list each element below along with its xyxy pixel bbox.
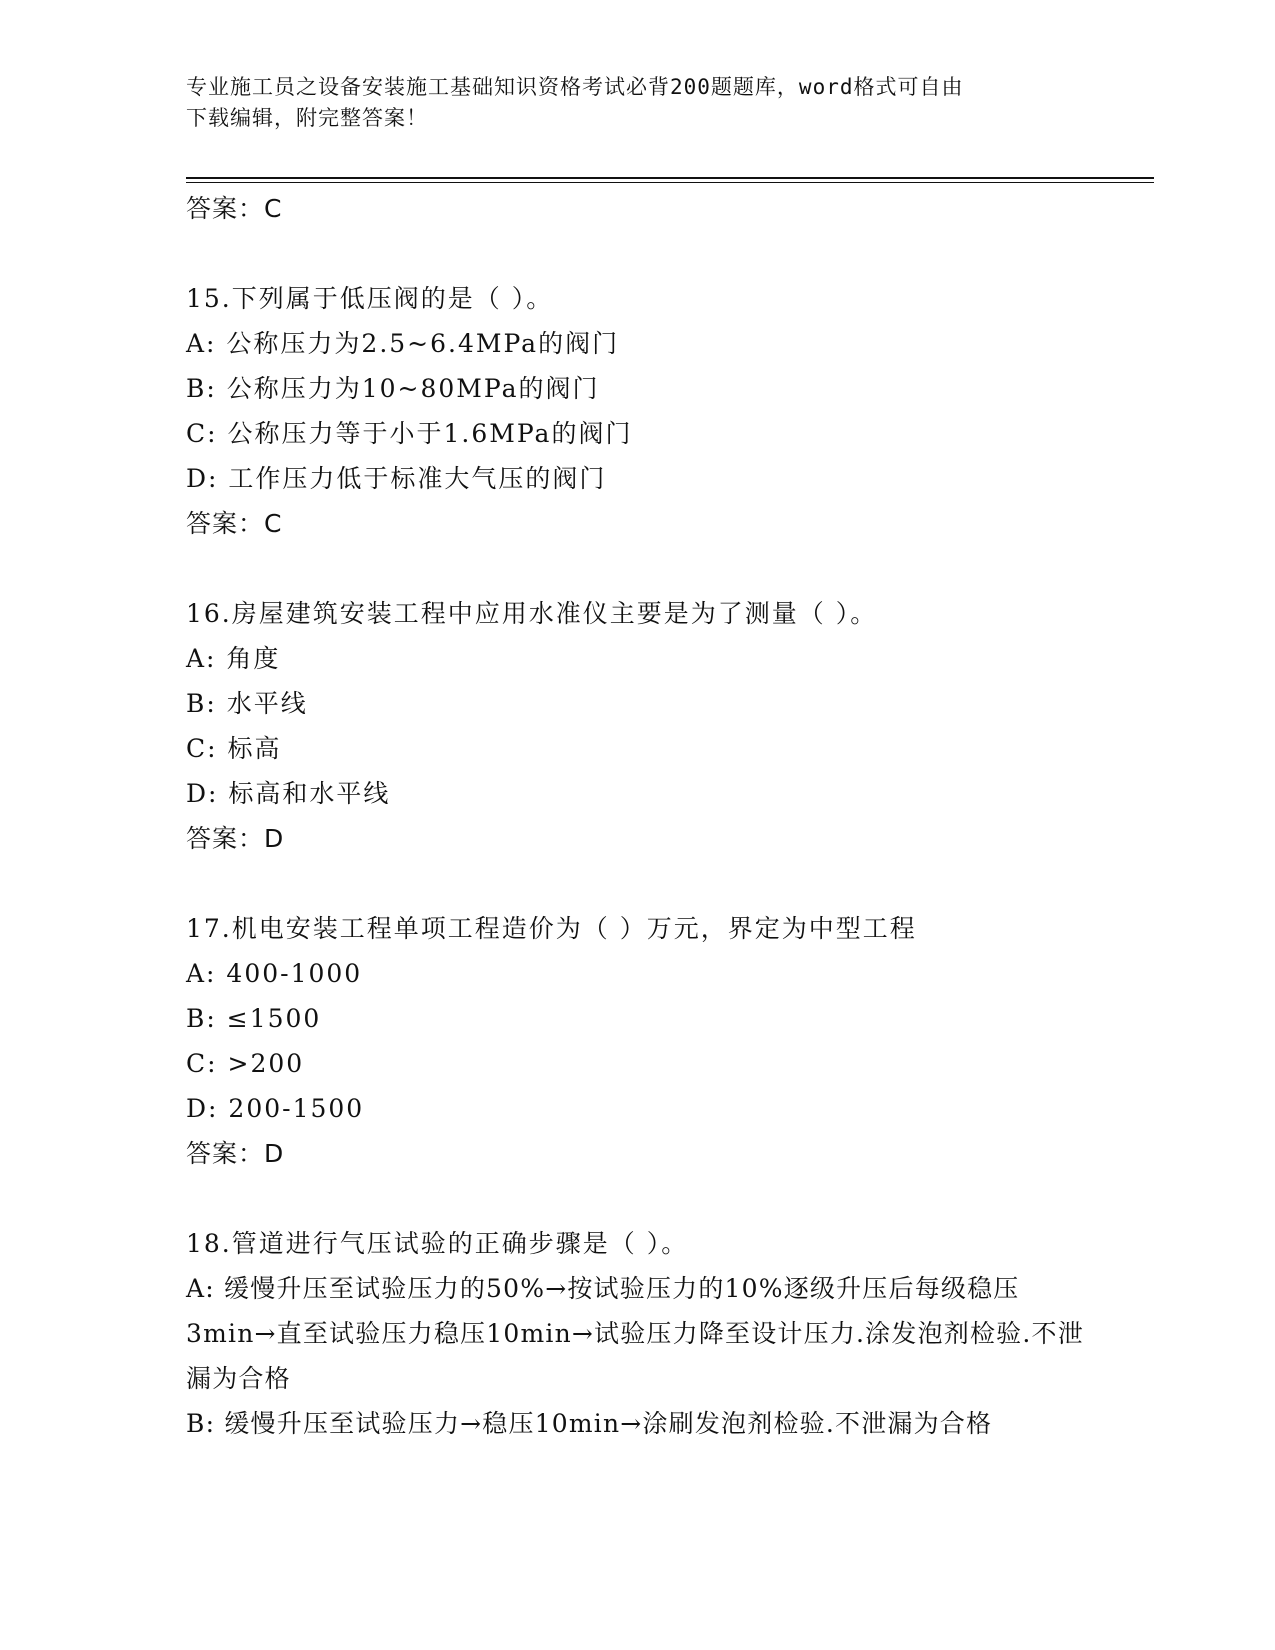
header-line-2: 下载编辑，附完整答案！ bbox=[186, 106, 428, 130]
option-a: A: 缓慢升压至试验压力的50%→按试验压力的10%逐级升压后每级稳压3min→直至试验压力稳压10min→试验压力降至设计压力.涂发泡剂检验.不泄漏为合格 bbox=[186, 1274, 1084, 1393]
question-text: 16.房屋建筑安装工程中应用水准仪主要是为了测量（ ）。 bbox=[186, 599, 878, 628]
question-15 bbox=[186, 276, 1086, 546]
answer-line: 答案：C bbox=[186, 194, 283, 223]
answer-line: 答案：C bbox=[186, 509, 283, 538]
option-a: A: 400-1000 bbox=[186, 959, 363, 988]
header-line-1: 专业施工员之设备安装施工基础知识资格考试必背200题题库，word格式可自由 bbox=[186, 75, 964, 99]
option-d: D: 200-1500 bbox=[186, 1094, 365, 1123]
document-header bbox=[186, 72, 1066, 134]
option-d: D: 工作压力低于标准大气压的阀门 bbox=[186, 464, 607, 493]
option-c: C: >200 bbox=[186, 1049, 305, 1078]
question-17 bbox=[186, 906, 1086, 1176]
option-c: C: 公称压力等于小于1.6MPa的阀门 bbox=[186, 419, 633, 448]
question-text: 17.机电安装工程单项工程造价为（ ）万元，界定为中型工程 bbox=[186, 914, 917, 943]
header-divider bbox=[186, 177, 1154, 179]
question-list bbox=[186, 186, 1086, 1446]
option-a: A: 公称压力为2.5~6.4MPa的阀门 bbox=[186, 329, 620, 358]
question-text: 18.管道进行气压试验的正确步骤是（ ）。 bbox=[186, 1229, 689, 1258]
header-divider-thin bbox=[186, 182, 1154, 183]
question-text: 15.下列属于低压阀的是（ ）。 bbox=[186, 284, 554, 313]
question-16 bbox=[186, 591, 1086, 861]
option-b: B: ≤1500 bbox=[186, 1004, 322, 1033]
question-18 bbox=[186, 1221, 1086, 1446]
option-b: B: 水平线 bbox=[186, 689, 308, 718]
option-d: D: 标高和水平线 bbox=[186, 779, 391, 808]
answer-line: 答案：D bbox=[186, 824, 285, 853]
option-c: C: 标高 bbox=[186, 734, 282, 763]
option-a: A: 角度 bbox=[186, 644, 281, 673]
answer-line: 答案：D bbox=[186, 1139, 285, 1168]
option-b: B: 公称压力为10~80MPa的阀门 bbox=[186, 374, 600, 403]
option-b: B: 缓慢升压至试验压力→稳压10min→涂刷发泡剂检验.不泄漏为合格 bbox=[186, 1409, 993, 1438]
